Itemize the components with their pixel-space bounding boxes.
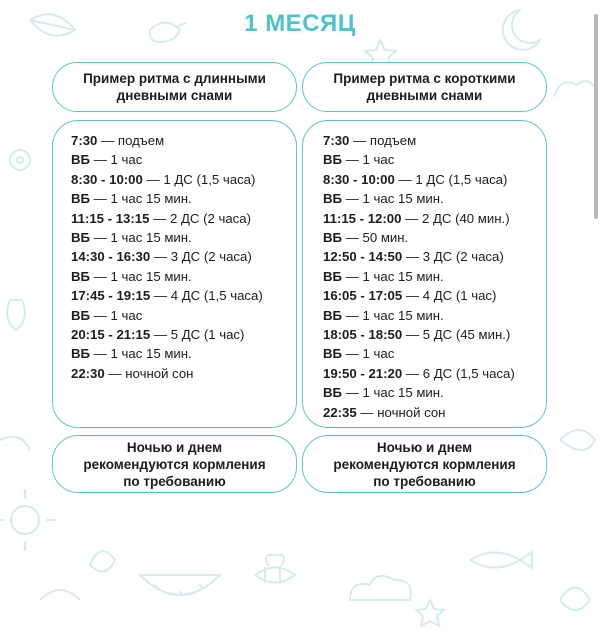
fish-doodle-icon [470, 552, 532, 568]
row-text: — 3 ДС (2 часа) [402, 249, 504, 265]
row-time: 18:05 - 18:50 [323, 327, 403, 343]
row-text: — 2 ДС (2 часа) [149, 210, 251, 226]
bee-doodle-icon [255, 555, 295, 584]
schedule-row [71, 306, 296, 325]
schedule-row [71, 150, 296, 169]
leaf-doodle-icon [90, 551, 115, 571]
row-time: 8:30 - 10:00 [71, 171, 143, 187]
row-text: — 1 час 15 мин. [90, 191, 192, 207]
row-time: ВБ [71, 307, 91, 323]
long-naps-footer-box [52, 435, 297, 493]
schedule-row [323, 364, 546, 383]
flower-doodle-icon [10, 150, 30, 170]
row-time: 8:30 - 10:00 [323, 171, 395, 187]
footer-line: Ночью и днем [376, 439, 473, 455]
row-text: — 4 ДС (1,5 часа) [150, 288, 263, 304]
cloud-doodle-icon [350, 576, 411, 600]
long-naps-header-box [52, 62, 297, 112]
row-text: — 4 ДС (1 час) [402, 288, 497, 304]
schedule-row [323, 189, 546, 208]
row-time: 14:30 - 16:30 [71, 249, 151, 265]
cloud-doodle-icon [555, 81, 597, 95]
row-text: — подъем [97, 133, 165, 148]
row-time: ВБ [71, 230, 91, 246]
row-time: 17:45 - 19:15 [71, 288, 151, 304]
schedule-row [71, 344, 296, 363]
row-text: — 6 ДС (1,5 часа) [402, 365, 515, 381]
row-text: — 1 час [90, 307, 143, 323]
row-text: — 1 час 15 мин. [90, 268, 192, 284]
row-text: — 1 час 15 мин. [90, 346, 192, 362]
watermelon-doodle-icon [140, 575, 220, 595]
schedule-row [323, 170, 546, 189]
row-time: 7:30 [71, 133, 98, 148]
row-time: ВБ [323, 230, 343, 246]
schedule-row [71, 325, 296, 344]
row-text: — 1 час [90, 152, 143, 168]
row-text: — 1 час 15 мин. [342, 307, 444, 323]
schedule-row [323, 403, 546, 422]
row-time: 7:30 [323, 133, 350, 148]
row-time: ВБ [71, 152, 91, 168]
schedule-row [323, 150, 546, 169]
row-time: ВБ [71, 191, 91, 207]
page-title: 1 МЕСЯЦ [244, 10, 356, 37]
short-naps-schedule-box [302, 120, 547, 428]
schedule-row [323, 286, 546, 305]
footer-line: рекомендуются кормления [83, 456, 266, 472]
row-text: — 1 час 15 мин. [342, 385, 444, 401]
schedule-row [323, 325, 546, 344]
row-time: 12:50 - 14:50 [323, 249, 403, 265]
schedule-row [323, 209, 546, 228]
row-text: — 1 час 15 мин. [90, 230, 192, 246]
row-text: — 1 ДС (1,5 часа) [142, 171, 256, 187]
row-time: 22:30 [71, 365, 105, 381]
short-naps-header-line: Пример ритма с короткими [333, 71, 516, 86]
schedule-row [71, 286, 296, 305]
row-text: — ночной сон [356, 404, 446, 420]
long-naps-header-line: дневными снами [116, 88, 233, 103]
row-text: — 50 мин. [342, 230, 409, 246]
footer-line: рекомендуются кормления [333, 456, 516, 472]
row-time: ВБ [323, 385, 343, 401]
scrollbar[interactable] [594, 14, 598, 219]
row-time: 20:15 - 21:15 [71, 327, 151, 343]
row-time: 11:15 - 12:00 [323, 210, 402, 226]
footer-line: по требованию [373, 473, 476, 489]
leaf-doodle-icon [560, 588, 590, 611]
row-text: — ночной сон [104, 365, 194, 381]
row-time: ВБ [323, 152, 343, 168]
row-text: — 5 ДС (1 час) [150, 327, 245, 343]
row-time: ВБ [323, 307, 343, 323]
short-naps-footer-box [302, 435, 547, 493]
footer-line: по требованию [123, 473, 226, 489]
row-time: 22:35 [323, 404, 357, 420]
row-text: — 1 час 15 мин. [342, 268, 444, 284]
row-time: ВБ [323, 268, 343, 284]
long-naps-header-line: Пример ритма с длинными [83, 71, 266, 86]
schedule-row [323, 228, 546, 247]
row-time: ВБ [71, 346, 91, 362]
row-text: — подъем [349, 133, 417, 148]
short-naps-header-box [302, 62, 547, 112]
row-time: ВБ [71, 268, 91, 284]
schedule-row [71, 170, 296, 189]
schedule-row [71, 228, 296, 247]
row-text: — 2 ДС (40 мин.) [401, 210, 510, 226]
schedule-row [71, 131, 296, 150]
row-text: — 1 час [342, 346, 395, 362]
schedule-row [323, 306, 546, 325]
row-time: 19:50 - 21:20 [323, 365, 403, 381]
schedule-row [71, 364, 296, 383]
footer-line: Ночью и днем [126, 439, 223, 455]
row-time: ВБ [323, 346, 343, 362]
row-time: 16:05 - 17:05 [323, 288, 403, 304]
schedule-row [71, 209, 296, 228]
sun-doodle-icon [11, 506, 39, 534]
row-text: — 1 час [342, 152, 395, 168]
row-time: ВБ [323, 191, 343, 207]
star-doodle-icon [416, 600, 444, 626]
schedule-row [71, 267, 296, 286]
row-text: — 1 ДС (1,5 часа) [394, 171, 508, 187]
long-naps-schedule-box [52, 120, 297, 428]
schedule-row [71, 247, 296, 266]
schedule-row [323, 267, 546, 286]
schedule-row [71, 189, 296, 208]
row-text: — 3 ДС (2 часа) [150, 249, 252, 265]
short-naps-header-line: дневными снами [366, 88, 483, 103]
schedule-row [323, 383, 546, 402]
schedule-row [323, 344, 546, 363]
row-time: 11:15 - 13:15 [71, 210, 150, 226]
schedule-row [323, 247, 546, 266]
row-text: — 5 ДС (45 мин.) [402, 327, 511, 343]
schedule-row [323, 131, 546, 150]
row-text: — 1 час 15 мин. [342, 191, 444, 207]
